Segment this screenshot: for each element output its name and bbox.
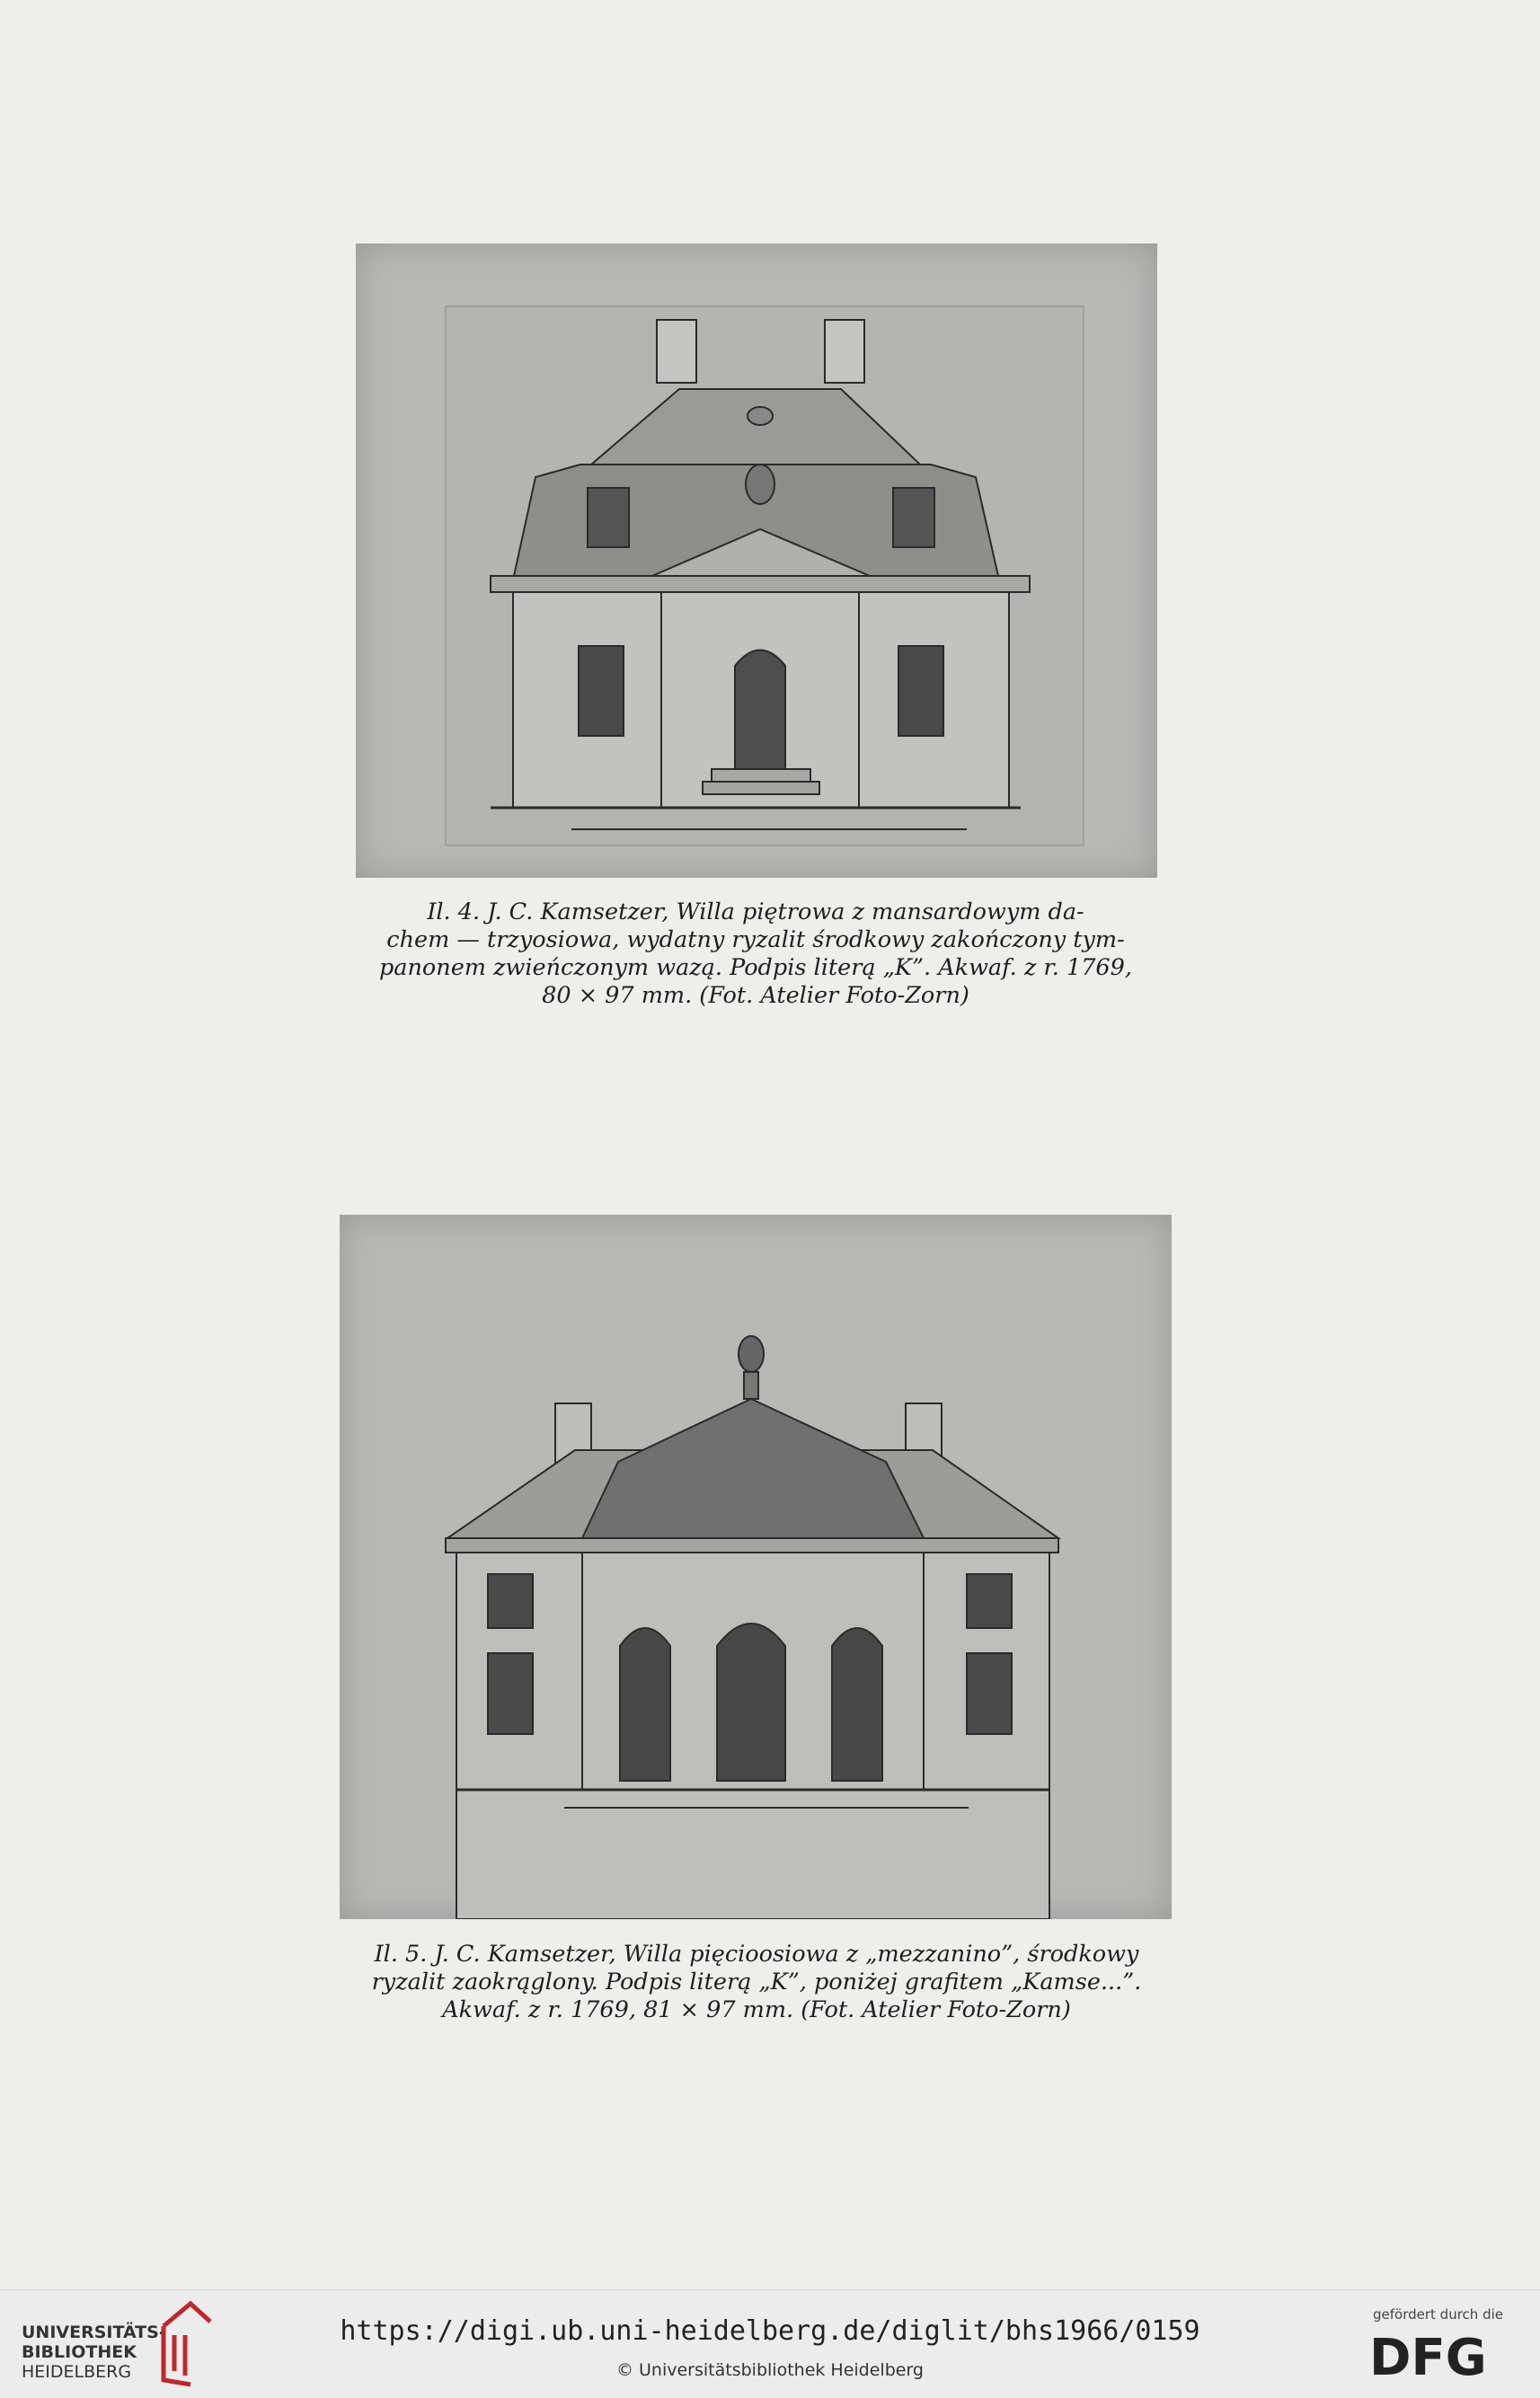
library-name-line: HEIDELBERG <box>22 2362 132 2382</box>
copyright-notice: © Universitätsbibliothek Heidelberg <box>615 2360 924 2380</box>
dfg-logo-icon <box>1369 2328 1513 2382</box>
footer-bar <box>0 2289 1540 2398</box>
caption-line: Il. 4. J. C. Kamsetzer, Willa piętrowa z mansardowym da- <box>427 898 1084 925</box>
caption-line: Il. 5. J. C. Kamsetzer, Willa pięcioosiowa z „mezzanino”, środkowy <box>374 1941 1139 1968</box>
caption-line: ryzalit zaokrąglony. Podpis literą „K”, poniżej grafitem „Kamse...”. <box>371 1969 1142 1995</box>
dfg-logo-text: DFG <box>1369 2329 1487 2382</box>
funding-label: gefördert durch die <box>1373 2306 1503 2323</box>
library-name-line: UNIVERSITÄTS- <box>22 2323 166 2342</box>
library-name-line: BIBLIOTHEK <box>22 2342 137 2362</box>
caption-line: 80 × 97 mm. (Fot. Atelier Foto-Zorn) <box>542 982 969 1009</box>
engraving-villa-five-axis <box>340 1215 1172 1919</box>
caption-line: chem — trzyosiowa, wydatny ryzalit środkowy zakończony tym- <box>386 926 1125 953</box>
page-url-link[interactable]: https://digi.ub.uni-heidelberg.de/diglit/bhs1966/0159 <box>340 2315 1200 2347</box>
caption-line: panonem zwieńczonym wazą. Podpis literą „K”. Akwaf. z r. 1769, <box>378 954 1132 981</box>
engraving-villa-mansard <box>356 243 1157 878</box>
plate-1-caption <box>352 898 1159 1010</box>
plate-2-caption <box>341 1941 1172 2024</box>
caption-line: Akwaf. z r. 1769, 81 × 97 mm. (Fot. Atelier Foto-Zorn) <box>442 1996 1071 2023</box>
